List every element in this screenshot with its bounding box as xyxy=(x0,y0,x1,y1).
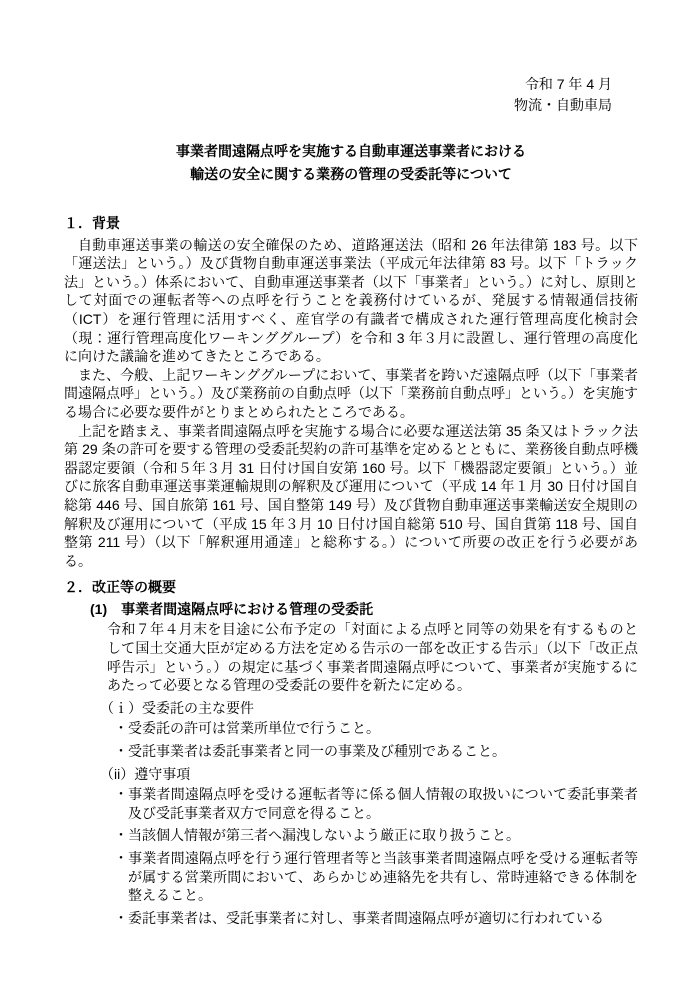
bullet-item: ・受委託の許可は営業所単位で行うこと。 xyxy=(114,720,380,737)
section-background xyxy=(64,214,638,570)
section2-sub1-heading: (1) 事業者間遠隔点呼における管理の受委託 xyxy=(90,600,374,617)
section-overview xyxy=(64,578,638,927)
section1-heading: １．背景 xyxy=(64,215,120,231)
bullet-item: ・委託事業者は、受託事業者に対し、事業者間遠隔点呼が適切に行われている xyxy=(114,909,604,926)
section1-paragraph-2: また、今般、上記ワーキンググループにおいて、事業者を跨いだ遠隔点呼（以下「事業者間遠隔点呼」という。）及び業務前の自動点呼（以下「業務前自動点呼」という。）を実施する場合に必要な要件がとりまとめられたところである。 xyxy=(64,366,638,420)
section2-heading: ２．改正等の概要 xyxy=(64,579,176,596)
item-i-label: （ｉ）受委託の主な要件 xyxy=(100,699,254,716)
document-title-line1: 事業者間遠隔点呼を実施する自動車運送事業者における xyxy=(176,143,526,159)
bullet-item: ・事業者間遠隔点呼を行う運行管理者等と当該事業者間遠隔点呼を受ける運転者等が属する営業所間において、あらかじめ連絡先を共有し、常時連絡できる体制を整えること。 xyxy=(114,850,638,904)
document-title-line2: 輸送の安全に関する業務の管理の受委託等について xyxy=(190,166,512,182)
bullet-item: ・受託事業者は委託事業者と同一の事業及び種別であること。 xyxy=(114,743,506,760)
section1-paragraph-3: 上記を踏まえ、事業者間遠隔点呼を実施する場合に必要な運送法第 35 条又はトラック法第 29 条の許可を要する管理の受委託契約の許可基準を定めるとともに、業務後自動点呼機器認定要領（令和５年３月 31 日付け国自安第 160 号。以下「機器認定要領」という。）並びに旅客自動車運送事業運輸規則の解釈及び運用について（平成 14 年１月 30 日付け国自総第 446 号、国自旅第 161 号、国自整第 149 号）及び貨物自動車運送事業輸送安全規則の解釈及び運用について（平成 15 年３月 10 日付け国自総第 510 号、国自貨第 118 号、国自整第 211 号）（以下「解釈運用通達」と総称する。）について所要の改正を行う必要がある。 xyxy=(64,422,638,569)
bullet-item: ・当該個人情報が第三者へ漏洩しないよう厳正に取り扱うこと。 xyxy=(114,827,520,844)
document-department: 物流・自動車局 xyxy=(514,97,612,113)
item-ii-label: （ii）遵守事項 xyxy=(100,765,191,782)
bullet-item: ・事業者間遠隔点呼を受ける運転者等に係る個人情報の取扱いについて委託事業者及び受託事業者双方で同意を得ること。 xyxy=(114,786,638,821)
item-i-bullet-list xyxy=(114,719,638,760)
document-title xyxy=(64,140,638,186)
item-ii-bullet-list xyxy=(114,785,638,927)
document-header xyxy=(64,74,638,116)
section2-sub1-paragraph: 令和７年４月末を目途に公布予定の「対面による点呼と同等の効果を有するものとして国土交通大臣が定める方法を定める告示の一部を改正する告示」（以下「改正点呼告示」という。）の規定に基づく事業者間遠隔点呼について、事業者が実施するにあたって必要となる管理の受委託の要件を新たに定める。 xyxy=(107,621,638,694)
section1-paragraph-1: 自動車運送事業の輸送の安全確保のため、道路運送法（昭和 26 年法律第 183 号。以下「運送法」という。）及び貨物自動車運送事業法（平成元年法律第 83 号。以下「トラック法」という。）体系において、自動車運送事業者（以下「事業者」という。）に対し、原則として対面での運転者等への点呼を行うことを義務付けているが、発展する情報通信技術（ICT）を運行管理に活用すべく、産官学の有識者で構成された運行管理高度化検討会（現：運行管理高度化ワーキンググループ）を令和 3 年３月に設置し、運行管理の高度化に向けた議論を進めてきたところである。 xyxy=(64,236,638,365)
document-date: 令和 7 年 4 月 xyxy=(524,76,612,92)
